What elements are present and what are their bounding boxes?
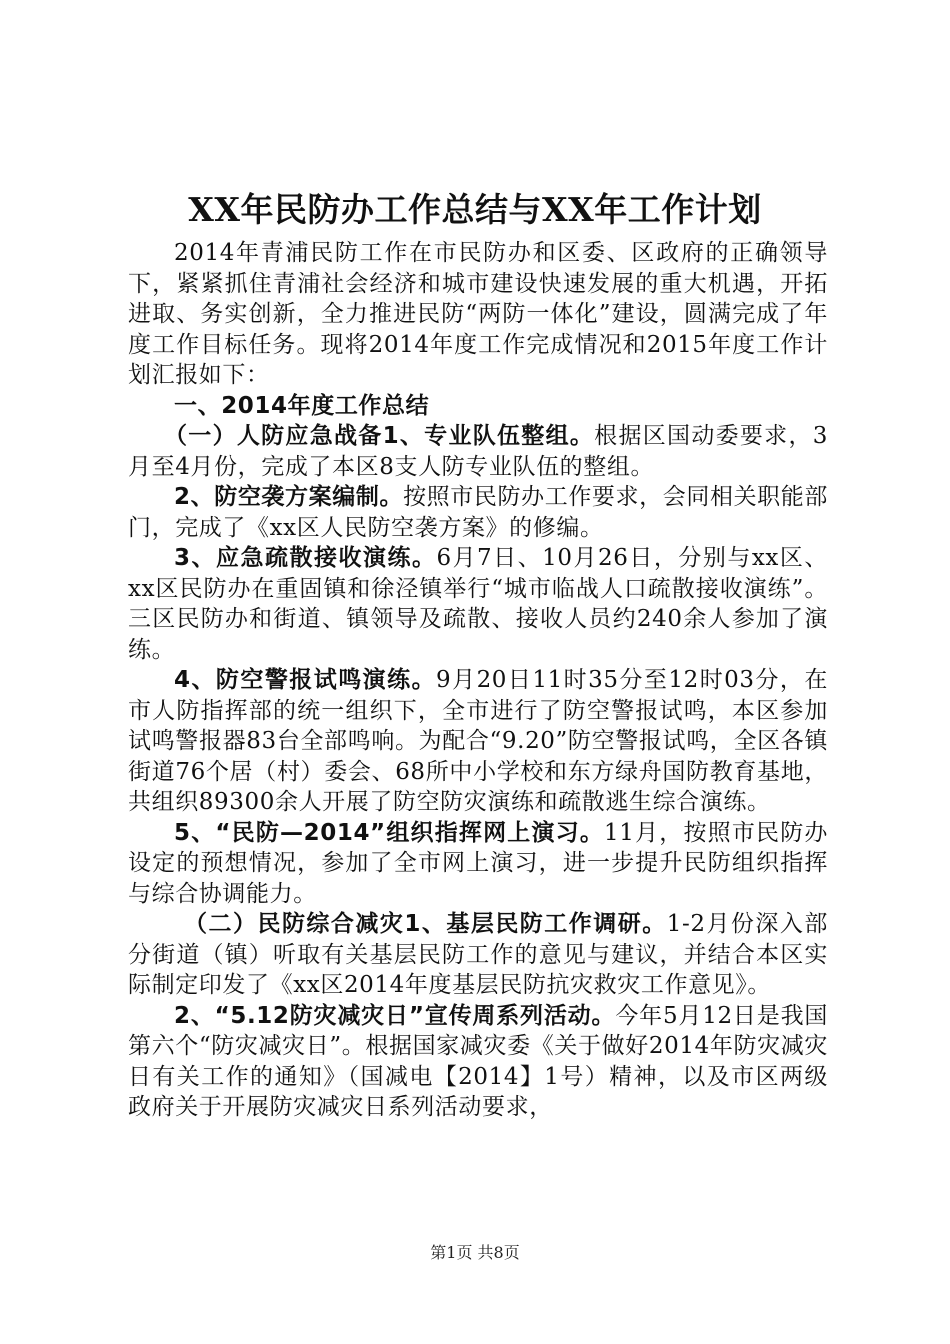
paragraph-item: [128, 482, 828, 543]
paragraph-lead: 4、防空警报试鸣演练。: [174, 667, 437, 693]
section-heading-text: 一、2014年度工作总结: [174, 392, 430, 419]
paragraph-text: 今年5月12日是我国第六个“防灾减灾日”。根据国家减灾委《关于做好2014年防灾减灾日有关工作的通知》（国减电【2014】1号）精神，以及市区两级政府关于开展防灾减灾日系列活动要求，: [128, 1002, 828, 1120]
paragraph-text: 按照市民防办工作要求，会同相关职能部门，完成了《xx区人民防空袭方案》的修编。: [128, 484, 828, 541]
paragraph-lead: 3、应急疏散接收演练。: [174, 545, 437, 571]
paragraph-lead: 2、“5.12防灾减灾日”宣传周系列活动。: [174, 1002, 616, 1029]
paragraph-text: 9月20日11时35分至12时03分，在市人防指挥部的统一组织下，全市进行了防空警报试鸣，本区参加试鸣警报器83台全部鸣响。为配合“9.20”防空警报试鸣，全区各镇街道76个居（村）委会、68所中小学校和东方绿舟国防教育基地，共组织89300余人开展了防空防灾演练和疏散逃生综合演练。: [128, 667, 828, 815]
document-body: [128, 238, 828, 1123]
paragraph-item: [128, 909, 828, 1001]
paragraph-text: 根据区国动委要求，3月至4月份，完成了本区8支人防专业队伍的整组。: [128, 423, 828, 480]
paragraph-item: [128, 1001, 828, 1123]
paragraph-intro: [128, 238, 828, 391]
paragraph-item: [128, 543, 828, 665]
paragraph-item: [128, 665, 828, 818]
paragraph-text: 1-2月份深入部分街道（镇）听取有关基层民防工作的意见与建议，并结合本区实际制定印发了《xx区2014年度基层民防抗灾救灾工作意见》。: [128, 911, 828, 998]
document-title: XX年民防办工作总结与XX年工作计划: [188, 190, 762, 229]
paragraph-text: 6月7日、10月26日，分别与xx区、xx区民防办在重固镇和徐泾镇举行“城市临战人口疏散接收演练”。三区民防办和街道、镇领导及疏散、接收人员约240余人参加了演练。: [128, 545, 828, 663]
paragraph-item: [128, 818, 828, 910]
paragraph-text: 2014年青浦民防工作在市民防办和区委、区政府的正确领导下，紧紧抓住青浦社会经济和城市建设快速发展的重大机遇，开拓进取、务实创新，全力推进民防“两防一体化”建设，圆满完成了年度工作目标任务。现将2014年度工作完成情况和2015年度工作计划汇报如下：: [128, 240, 828, 388]
paragraph-item: [128, 421, 828, 482]
section-heading: [128, 391, 828, 422]
paragraph-lead: （二）民防综合减灾1、基层民防工作调研。: [184, 911, 667, 937]
paragraph-lead: 2、防空袭方案编制。: [174, 484, 404, 510]
paragraph-lead: （一）人防应急战备1、专业队伍整组。: [164, 423, 595, 449]
paragraph-lead: 5、“民防—2014”组织指挥网上演习。: [174, 819, 605, 846]
page-footer: 第1页 共8页: [430, 1243, 520, 1262]
paragraph-text: 11月，按照市民防办设定的预想情况，参加了全市网上演习，进一步提升民防组织指挥与综合协调能力。: [128, 819, 828, 907]
